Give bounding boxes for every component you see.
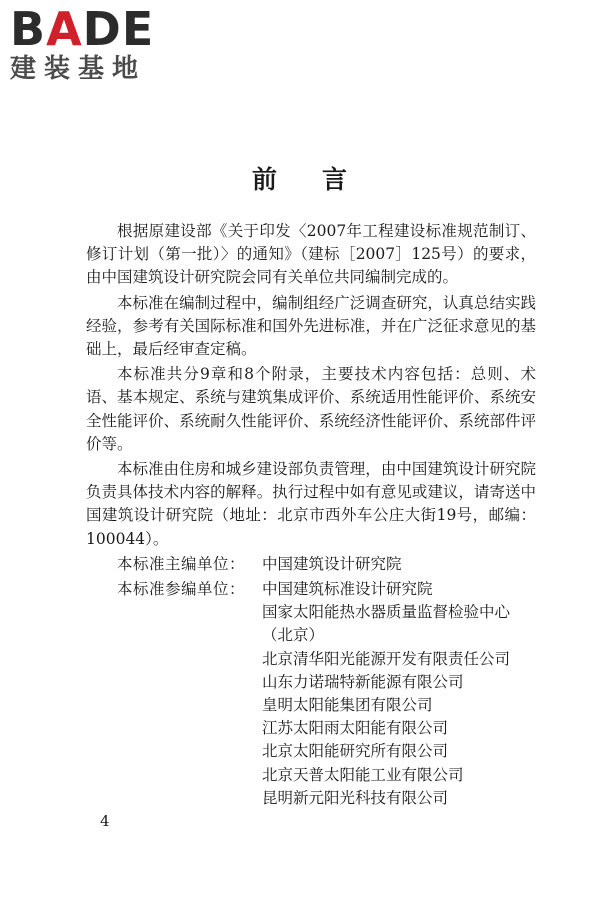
participating-unit: （北京）	[262, 626, 325, 645]
watermark-logo	[10, 2, 180, 86]
participating-unit: 山东力诺瑞特新能源有限公司	[262, 672, 464, 691]
participating-unit: 皇明太阳能集团有限公司	[262, 696, 433, 715]
chief-editor-row	[86, 553, 536, 576]
participating-unit-list	[262, 601, 536, 810]
paragraph-origin: 根据原建设部《关于印发〈2007年工程建设标准规范制订、修订计划（第一批）〉的通知》（建标［2007］125号）的要求，由中国建筑设计研究院会同有关单位共同编制完成的。	[86, 222, 536, 287]
logo-brand-en: BADE	[10, 2, 155, 56]
logo-brand-cn: 建装基地	[10, 54, 147, 84]
paragraph-process: 本标准在编制过程中，编制组经广泛调查研究，认真总结实践经验，参考有关国际标准和国外先进标准，并在广泛征求意见的基础上，最后经审查定稿。	[86, 293, 536, 359]
participating-unit: 国家太阳能热水器质量监督检验中心	[262, 603, 511, 622]
paragraph-contents: 本标准共分9章和8个附录，主要技术内容包括：总则、术语、基本规定、系统与建筑集成评价、系统适用性能评价、系统安全性能评价、系统耐久性能评价、系统经济性能评价、系统部件评价等。	[86, 365, 536, 453]
chief-editor-label: 本标准主编单位：	[117, 554, 246, 573]
participating-label: 本标准参编单位：	[117, 580, 246, 599]
participating-unit: 昆明新元阳光科技有限公司	[262, 788, 449, 807]
participating-unit: 北京太阳能研究所有限公司	[262, 742, 449, 761]
participating-row	[86, 578, 536, 601]
participating-unit: 中国建筑标准设计研究院	[262, 580, 433, 599]
participating-unit: 北京天普太阳能工业有限公司	[262, 765, 464, 784]
page-title-char-1: 前	[251, 165, 278, 194]
page-number: 4	[100, 812, 110, 830]
page-title	[0, 160, 600, 196]
page-title-char-2: 言	[322, 165, 349, 194]
participating-unit: 北京清华阳光能源开发有限责任公司	[262, 649, 511, 668]
participating-unit: 江苏太阳雨太阳能有限公司	[262, 719, 449, 738]
document-body	[86, 220, 536, 810]
logo-accent-letter: A	[46, 2, 83, 56]
paragraph-management: 本标准由住房和城乡建设部负责管理，由中国建筑设计研究院负责具体技术内容的解释。执行过程中如有意见或建议，请寄送中国建筑设计研究院（地址：北京市西外车公庄大街19号，邮编：100044）。	[86, 460, 536, 548]
chief-editor-unit: 中国建筑设计研究院	[262, 554, 402, 573]
